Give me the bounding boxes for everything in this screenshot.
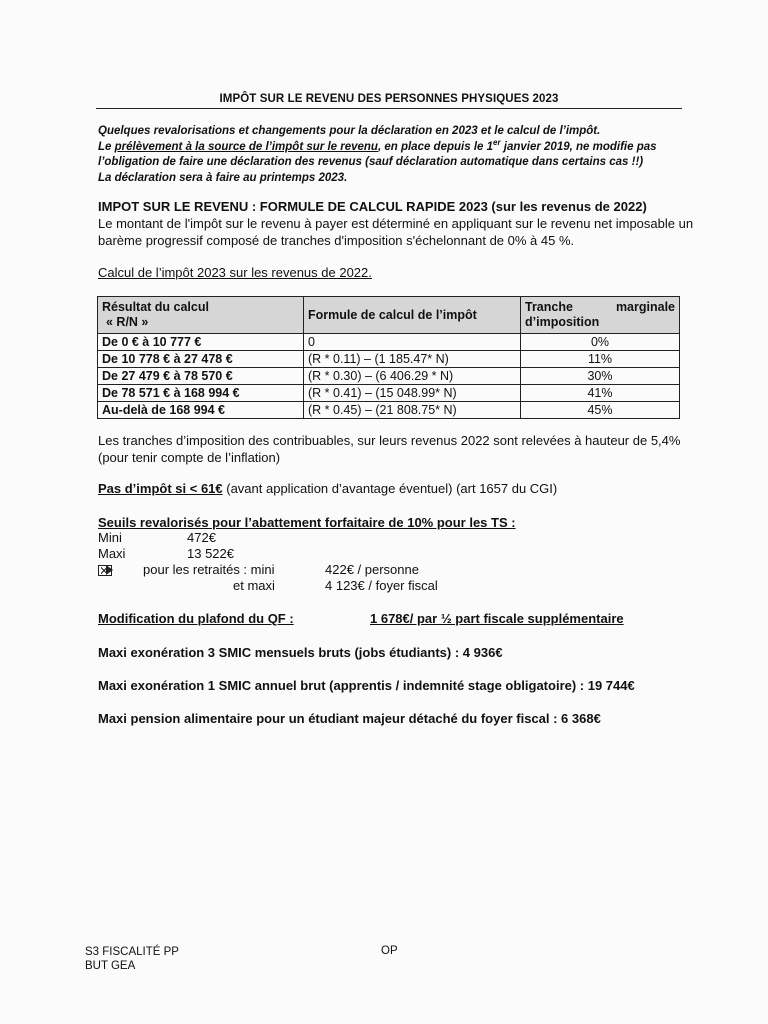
row-range: De 10 778 € à 27 478 € [98,351,304,368]
table-row [98,385,680,402]
intro-line-2-mid: , en place depuis le 1 [377,140,493,153]
etmaxi-label: et maxi [233,578,275,593]
footer-course: S3 FISCALITÉ PP [85,946,179,958]
table-row [98,368,680,385]
header-rate-line-1 [525,300,675,315]
header-rate-line-2: d’imposition [525,315,600,329]
header-result-line-2: « R/N » [106,315,149,329]
table-row [98,351,680,368]
seuils-mini-label: Mini [98,530,122,545]
qf-label: Modification du plafond du QF : [98,611,294,626]
header-result-line-1: Résultat du calcul [102,300,209,314]
row-rate: 30% [521,368,680,385]
header-rate-word-1: Tranche [525,300,573,314]
row-range: De 78 571 € à 168 994 € [98,385,304,402]
footer-left [85,945,179,973]
intro-line-2-pre: Le [98,140,115,153]
row-range: De 27 479 € à 78 570 € [98,368,304,385]
row-rate: 0% [521,334,680,351]
section-text-line-2: barème progressif composé de tranches d'imposition s'échelonnant de 0% à 45 %. [98,232,575,248]
footer-program: BUT GEA [85,960,136,972]
arrow-box-icon [98,563,112,577]
seuils-maxi-label: Maxi [98,546,126,561]
no-tax-rest: (avant application d’avantage éventuel) (art 1657 du CGI) [222,481,558,496]
header-rate [521,297,680,334]
section-title: IMPOT SUR LE REVENU : FORMULE DE CALCUL RAPIDE 2023 (sur les revenus de 2022) [98,199,647,214]
no-tax-label: Pas d’impôt si < 61€ [98,481,223,496]
title-underline [96,108,682,109]
qf-value: 1 678€/ par ½ part fiscale supplémentaire [370,611,624,626]
no-tax-line [98,481,557,496]
tax-bracket-table [97,296,680,419]
header-rate-word-2: marginale [615,300,675,314]
smic-annuel-line: Maxi exonération 1 SMIC annuel brut (apprentis / indemnité stage obligatoire) : 19 744€ [98,678,635,693]
intro-line-2 [98,137,688,156]
seuils-heading: Seuils revalorisés pour l’abattement forfaitaire de 10% pour les TS : [98,515,516,530]
intro-line-2-post: janvier 2019, ne modifie pas [500,140,657,153]
row-formula: (R * 0.41) – (15 048.99* N) [304,385,521,402]
row-range: De 0 € à 10 777 € [98,334,304,351]
tranches-line-1: Les tranches d’imposition des contribuables, sur leurs revenus 2022 sont relevées à hauteur de 5,4% [98,433,681,448]
section-text-line-1: Le montant de l'impôt sur le revenu à payer est déterminé en appliquant sur le revenu net imposable un [98,216,694,231]
row-rate: 41% [521,385,680,402]
retraites-label: pour les retraités : mini [143,562,275,577]
calc-heading: Calcul de l’impôt 2023 sur les revenus de 2022. [98,265,372,280]
tranches-text [98,433,690,466]
pension-line: Maxi pension alimentaire pour un étudiant majeur détaché du foyer fiscal : 6 368€ [98,711,601,726]
seuils-mini-value: 472€ [187,530,216,545]
row-formula: (R * 0.45) – (21 808.75* N) [304,402,521,419]
ordinal-sup: er [493,137,501,147]
footer-center: OP [381,945,398,957]
tranches-line-2: (pour tenir compte de l’inflation) [98,449,281,465]
retraites-value: 422€ / personne [325,562,419,577]
header-result [98,297,304,334]
intro-line-4: La déclaration sera à faire au printemps 2023. [98,171,348,184]
intro-block [98,124,688,186]
document-title: IMPÔT SUR LE REVENU DES PERSONNES PHYSIQUES 2023 [219,93,559,105]
row-formula: (R * 0.11) – (1 185.47* N) [304,351,521,368]
row-rate: 45% [521,402,680,419]
row-range: Au-delà de 168 994 € [98,402,304,419]
pas-link-text: prélèvement à la source de l’impôt sur le revenu [114,140,378,153]
intro-line-3: l’obligation de faire une déclaration des revenus (sauf déclaration automatique dans certains cas !!) [98,156,644,168]
table-header-row [98,297,680,334]
seuils-maxi-value: 13 522€ [187,546,234,561]
row-formula: 0 [304,334,521,351]
row-formula: (R * 0.30) – (6 406.29 * N) [304,368,521,385]
intro-line-1: Quelques revalorisations et changements pour la déclaration en 2023 et le calcul de l’impôt. [98,125,601,137]
header-formula: Formule de calcul de l’impôt [304,297,521,334]
row-rate: 11% [521,351,680,368]
table-row [98,402,680,419]
smic-mensuel-line: Maxi exonération 3 SMIC mensuels bruts (jobs étudiants) : 4 936€ [98,645,503,660]
etmaxi-value: 4 123€ / foyer fiscal [325,578,438,593]
table-row [98,334,680,351]
section-text [98,216,694,249]
